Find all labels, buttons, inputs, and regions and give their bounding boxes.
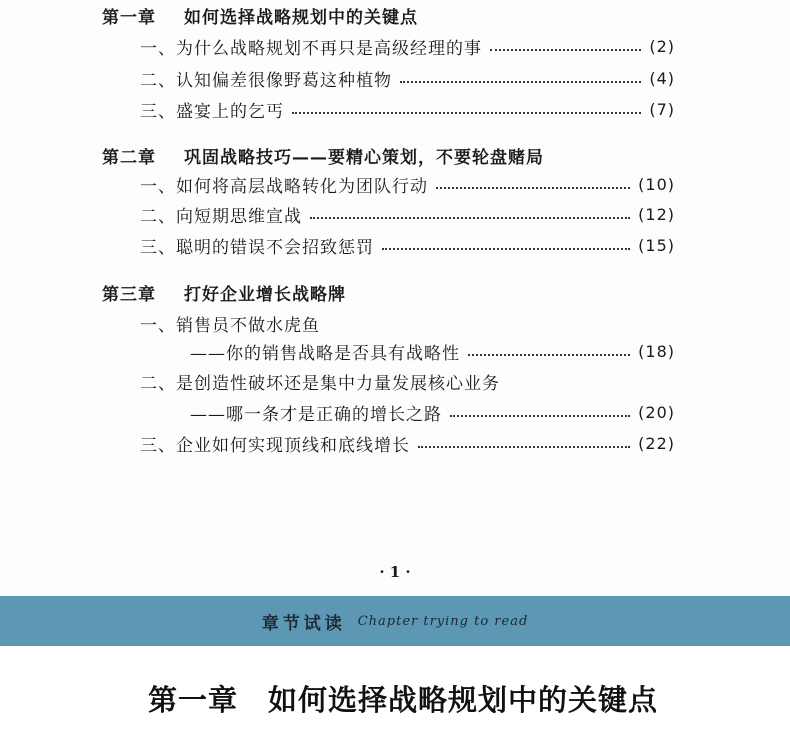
toc-entry-label: 一、如何将高层战略转化为团队行动 [140,176,428,197]
toc-entry-page: (12) [638,204,675,224]
toc-entry-label: ——你的销售战略是否具有战略性 [190,343,460,364]
toc-entry-label: 二、是创造性破坏还是集中力量发展核心业务 [140,373,500,394]
dot-leader [292,112,641,114]
toc-subentry [190,400,675,424]
toc-entry-label: 二、认知偏差很像野葛这种植物 [140,70,392,91]
toc-entry-label: 二、向短期思维宣战 [140,206,302,227]
dot-leader [490,49,641,51]
banner-subtitle: Chapter trying to read [357,613,529,629]
chapter-number: 第二章 [102,148,156,168]
toc-entry-page: (7) [649,99,675,119]
toc-entry [140,369,675,393]
toc-entry [140,233,675,257]
chapter-title: 巩固战略技巧——要精心策划，不要轮盘赌局 [184,148,544,168]
dot-leader [382,248,630,250]
toc-entry-label: 一、销售员不做水虎鱼 [140,315,320,336]
dot-leader [450,415,630,417]
chapter-preview-title [148,678,658,719]
chapter-preview-text: 如何选择战略规划中的关键点 [268,683,659,717]
dot-leader [436,187,630,189]
toc-entry [140,97,675,121]
toc-entry [140,34,675,58]
toc-entry [140,311,675,335]
toc-entry-page: (10) [638,174,675,194]
toc-entry-page: (18) [638,341,675,361]
dot-leader [400,81,641,83]
toc-entry-page: (22) [638,433,675,453]
toc-entry-label: 一、为什么战略规划不再只是高级经理的事 [140,38,482,59]
toc-entry-label: ——哪一条才是正确的增长之路 [190,404,442,425]
toc-entry-page: (20) [638,402,675,422]
toc-entry [140,431,675,455]
chapter-title: 如何选择战略规划中的关键点 [184,8,418,28]
toc-entry-label: 三、聪明的错误不会招致惩罚 [140,237,374,258]
chapter-number: 第三章 [102,285,156,305]
toc-entry-label: 三、盛宴上的乞丐 [140,101,284,122]
section-banner [0,596,790,646]
dot-leader [310,217,630,219]
chapter-preview-number: 第一章 [148,683,239,717]
dot-leader [468,354,630,356]
toc-entry [140,172,675,196]
chapter-title: 打好企业增长战略牌 [184,285,346,305]
dot-leader [418,446,630,448]
toc-subentry [190,339,675,363]
page-number: · 1 · [379,563,411,581]
toc-entry [140,66,675,90]
chapter-heading-2 [102,143,544,168]
toc-entry-label: 三、企业如何实现顶线和底线增长 [140,435,410,456]
chapter-heading-1 [102,3,418,28]
chapter-number: 第一章 [102,8,156,28]
toc-entry [140,202,675,226]
toc-entry-page: (4) [649,68,675,88]
toc-entry-page: (15) [638,235,675,255]
banner-title: 章节试读 [261,613,346,634]
toc-entry-page: (2) [649,36,675,56]
chapter-heading-3 [102,280,346,305]
